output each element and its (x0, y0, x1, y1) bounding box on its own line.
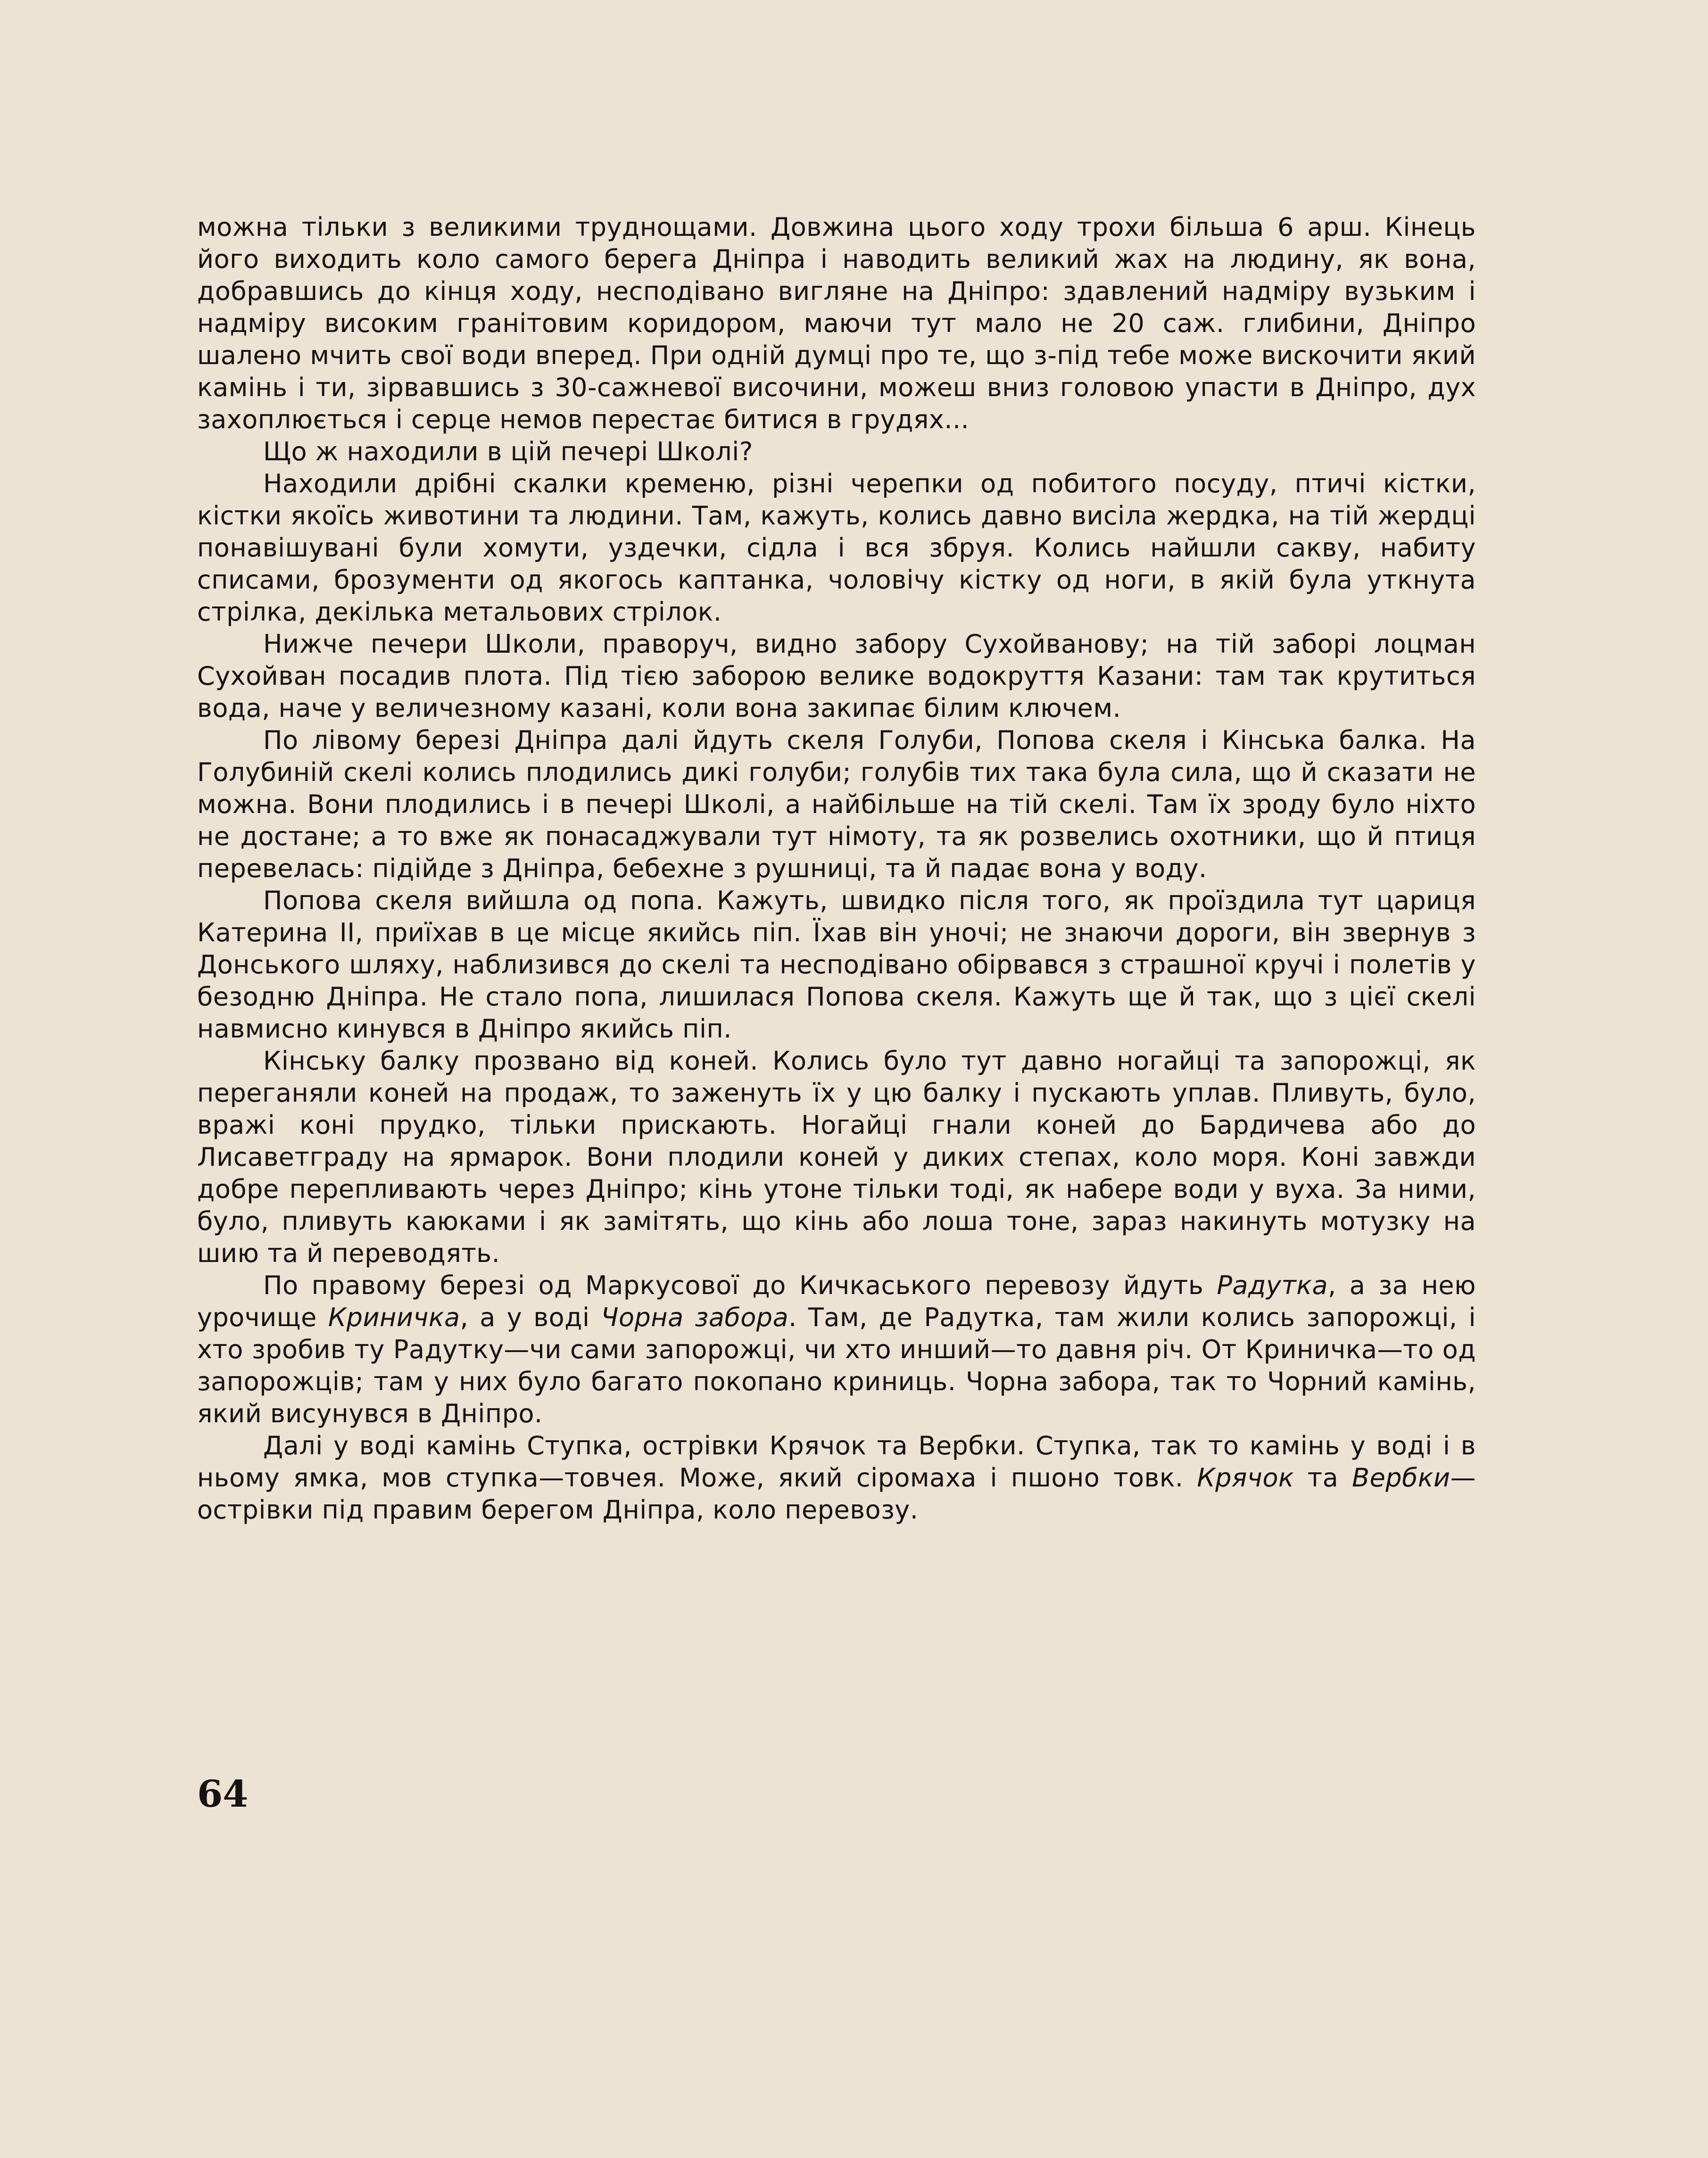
text-run: та (1293, 1463, 1352, 1493)
text-run: Кінську балку прозвано від коней. Колись було тут давно ногайці та запорожці, як переганяли коней на продаж, то заженуть їх у цю балку і пускають уплав. Пливуть, було, вражі коні прудко, тільки прискають. Ногайці гнали коней до Бардичева або до Лисаветграду на ярмарок. Вони плодили коней у диких степах, коло моря. Коні завжди добре перепливають через Дніпро; кінь утоне тільки тоді, як набере води у вуха. За ними, було, пливуть каюками і як замітять, що кінь або лоша тоне, зараз накинуть мотузку на шию та й переводять. (197, 1046, 1476, 1268)
italic-term: Крячок (1197, 1463, 1294, 1493)
main-text (197, 211, 1476, 1526)
paragraph (197, 211, 1476, 436)
paragraph (197, 1045, 1476, 1270)
paragraph (197, 1270, 1476, 1430)
text-run: Далі у воді камінь Ступка, острівки Крячок та Вербки. Ступка, так то камінь у воді і в ньому ямка, мов ступка—товчея. Може, який сіромаха і пшоно товк. (197, 1431, 1476, 1493)
text-run: . Там, де Радутка, там жили колись запорожці, і хто зробив ту Радутку—чи сами запорожці, чи хто инший—то давня річ. От Криничка—то од запорожців; там у них було багато покопано криниць. Чорна забора, так то Чорний камінь, який висунувся в Дніпро. (197, 1303, 1476, 1428)
text-run: Нижче печери Школи, праворуч, видно забору Сухойванову; на тій заборі лоцман Сухойван посадив плота. Під тією заборою велике водокруття Казани: там так крутиться вода, наче у величезному казані, коли вона закипає білим ключем. (197, 629, 1476, 723)
text-run: По правому березі од Маркусової до Кичкаського перевозу йдуть (263, 1270, 1217, 1300)
paragraph (197, 628, 1476, 724)
paragraph (197, 436, 1476, 468)
italic-term: Вербки (1351, 1463, 1451, 1493)
italic-term: Криничка (328, 1303, 460, 1332)
text-run: По лівому березі Дніпра далі йдуть скеля Голуби, Попова скеля і Кінська балка. На Голубиній скелі колись плодились дикі голуби; голубів тих така була сила, що й сказати не можна. Вони плодились і в печері Школі, а найбільше на тій скелі. Там їх зроду було ніхто не достане; а то вже як понасаджували тут німоту, та як розвелись охотники, що й птиця перевелась: підійде з Дніпра, бебехне з рушниці, та й падає вона у воду. (197, 725, 1476, 883)
paragraph (197, 1430, 1476, 1526)
page-body (197, 211, 1476, 2050)
page-number: 64 (197, 1773, 249, 1816)
text-run: Находили дрібні скалки кременю, різні черепки од побитого посуду, птичі кістки, кістки якоїсь животини та людини. Там, кажуть, колись давно висіла жердка, на тій жердці понавішувані були хомути, уздечки, сідла і вся збруя. Колись найшли сакву, набиту списами, брозументи од якогось каптанка, чоловічу кістку од ноги, в якій була уткнута стрілка, декілька метальових стрілок. (197, 469, 1476, 627)
text-run: можна тільки з великими труднощами. Довжина цього ходу трохи більша 6 арш. Кінець його виходить коло самого берега Дніпра і наводить великий жах на людину, як вона, добравшись до кінця ходу, несподівано вигляне на Дніпро: здавлений надміру вузьким і надміру високим гранітовим коридором, маючи тут мало не 20 саж. глибини, Дніпро шалено мчить свої води вперед. При одній думці про те, що з-під тебе може вискочити який камінь і ти, зірвавшись з 30-сажневої височини, можеш вниз головою упасти в Дніпро, дух захоплюється і серце немов перестає битися в грудях... (197, 212, 1476, 434)
paragraph (197, 468, 1476, 628)
text-run: —острівки під правим берегом Дніпра, коло перевозу. (197, 1463, 1476, 1525)
paragraph (197, 885, 1476, 1045)
italic-term: Чорна забора (601, 1303, 789, 1332)
text-run: Що ж находили в цій печері Школі? (263, 437, 753, 466)
italic-term: Радутка (1217, 1270, 1328, 1300)
text-run: Попова скеля вийшла од попа. Кажуть, швидко після того, як проїздила тут цариця Катерина II, приїхав в це місце якийсь піп. Їхав він уночі; не знаючи дороги, він звернув з Донського шляху, наблизився до скелі та несподівано обірвався з страшної кручі і полетів у безодню Дніпра. Не стало попа, лишилася Попова скеля. Кажуть ще й так, що з цієї скелі навмисно кинувся в Дніпро якийсь піп. (197, 886, 1476, 1044)
paragraph (197, 724, 1476, 885)
text-run: , а за нею урочище (197, 1270, 1476, 1332)
text-run: , а у воді (460, 1303, 601, 1332)
